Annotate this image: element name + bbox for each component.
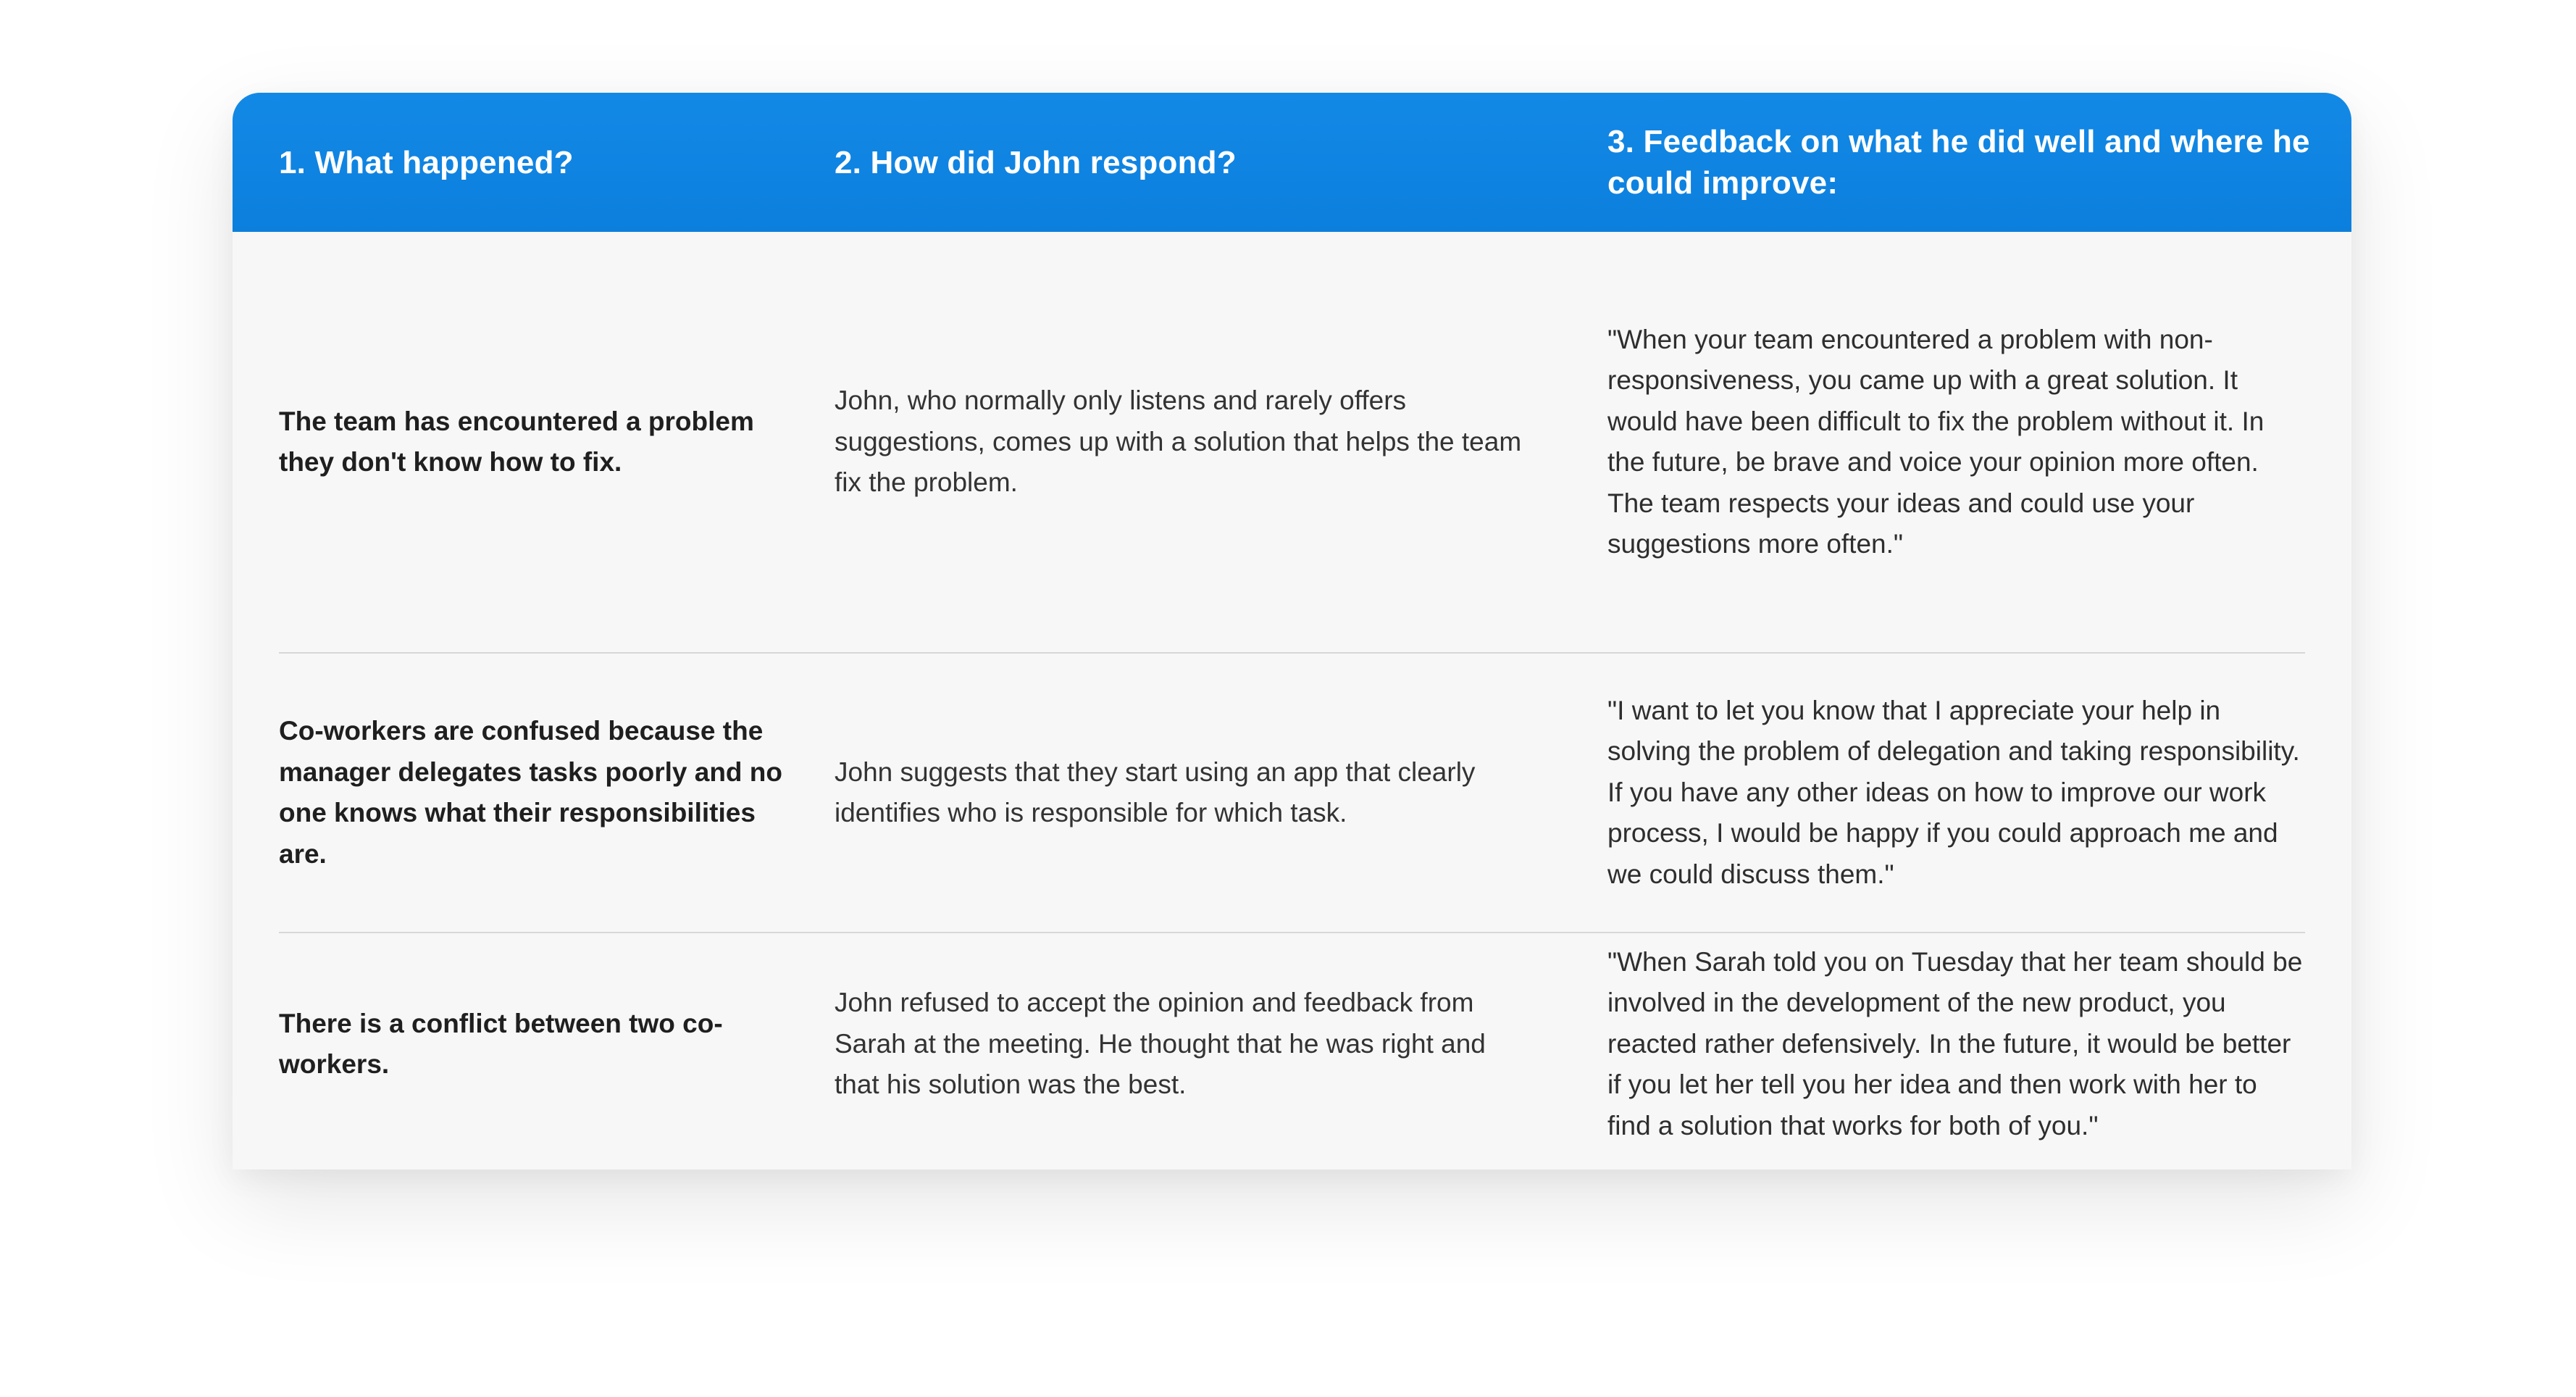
- table-header: [233, 93, 2351, 232]
- situation-cell: Co-workers are confused because the manager delegates tasks poorly and no one knows what their responsibilities are.: [279, 716, 782, 869]
- response-cell: John suggests that they start using an app that clearly identifies who is responsible for which task.: [835, 756, 1476, 827]
- response-cell: John refused to accept the opinion and feedback from Sarah at the meeting. He thought that he was right and that his solution was the best.: [835, 988, 1486, 1100]
- situation-cell: There is a conflict between two co-workers.: [279, 1008, 723, 1079]
- feedback-cell: "I want to let you know that I appreciate your help in solving the problem of delegation and taking responsibility. If you have any other ideas on how to improve our work process, I would be happy if you could approach me and we could discuss them.": [1607, 695, 2300, 889]
- feedback-cell: "When your team encountered a problem with non-responsiveness, you came up with a great solution. It would have been difficult to fix the problem without it. In the future, be brave and voice your opinion more often. The team respects your ideas and could use your suggestions more often.": [1607, 324, 2265, 559]
- header-feedback: 3. Feedback on what he did well and where he could improve:: [1607, 124, 2310, 201]
- table-row: [279, 933, 2305, 1169]
- situation-cell: The team has encountered a problem they don't know how to fix.: [279, 406, 754, 477]
- response-cell: John, who normally only listens and rarely offers suggestions, comes up with a solution that helps the team fix the problem.: [835, 385, 1522, 498]
- header-john-response: 2. How did John respond?: [835, 144, 1237, 180]
- table-row: [279, 232, 2305, 654]
- table-row: [279, 654, 2305, 933]
- feedback-table: [233, 93, 2351, 1169]
- feedback-cell: "When Sarah told you on Tuesday that her team should be involved in the development of the new product, you reacted rather defensively. In the future, it would be better if you let her tell you her idea and then work with her to find a solution that works for both of you.": [1607, 946, 2303, 1140]
- header-what-happened: 1. What happened?: [279, 144, 574, 180]
